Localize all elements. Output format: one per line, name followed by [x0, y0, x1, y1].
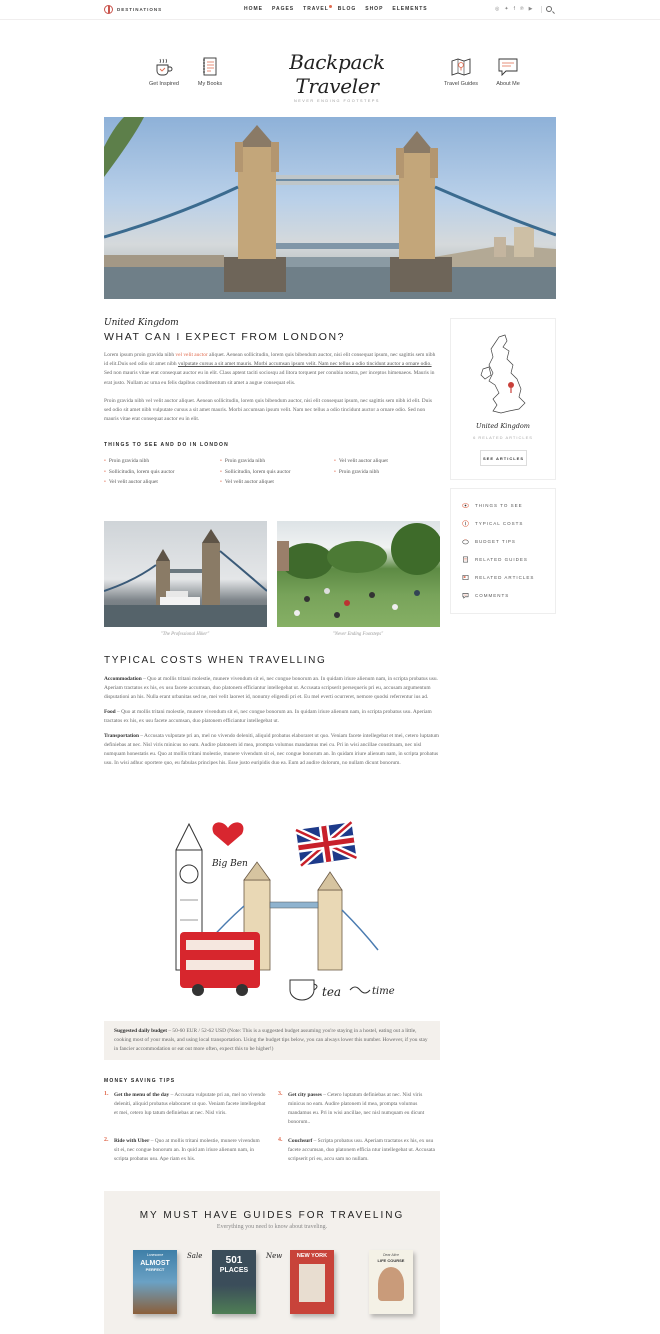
author-photo: [378, 1267, 404, 1301]
search-icon[interactable]: [546, 6, 552, 12]
tip-3: [278, 1091, 440, 1127]
toc-label: TYPICAL COSTS: [475, 521, 524, 526]
map-icon: [450, 56, 472, 78]
logo-tagline: NEVER ENDING FOOTSTEPS: [294, 99, 380, 103]
destinations-label: DESTINATIONS: [117, 7, 163, 12]
get-inspired-label: Get Inspired: [149, 81, 179, 87]
toc-label: BUDGET TIPS: [475, 539, 516, 544]
destinations-menu[interactable]: [104, 5, 162, 14]
nav-blog[interactable]: BLOG: [337, 6, 357, 12]
things-heading: THINGS TO SEE AND DO IN LONDON: [104, 442, 229, 449]
book-title: 501: [225, 1255, 243, 1266]
cost-transportation: [104, 732, 440, 768]
comment-icon: [462, 592, 469, 599]
p1-underlined-link[interactable]: vulputate cursus a sit amet mauris. Morbi accumsan ipsum velit. Nam nec tellus a odio tincidunt auctor a ornare odio.: [177, 361, 432, 368]
accommodation-label: Accommodation: [104, 676, 142, 682]
money-heading: MONEY SAVING TIPS: [104, 1078, 176, 1084]
site-logo[interactable]: [270, 50, 404, 103]
tip-4: [278, 1137, 440, 1164]
big-ben-label: Big Ben: [212, 859, 248, 869]
list-item: • Sollicitudin, lorem quis auctor: [220, 468, 334, 478]
coin-icon: [462, 520, 469, 527]
p1-text-c: Sed non mauris vitae erat consequat auctor eu in elit. Class aptent taciti sociosqu ad litora torquent per conubia nostra, per inceptos himenaeos. Mauris in erat justo. Nullam ac urna eu felis dapibus condimentum sit amet a augue consequat elis.: [104, 370, 435, 386]
book-almost-perfect[interactable]: [133, 1250, 177, 1314]
cost-food: [104, 708, 440, 726]
tip-body: – Quo at mollis tritani molestie, munere vivendum sit ei, nec congue bonorum an. In quid am iriure alienum nam, in scripta probatus usu. Ape riam ex his.: [114, 1138, 260, 1162]
book-title: ALMOST: [140, 1259, 170, 1267]
logo-text: Backpack Traveler: [289, 50, 385, 98]
coffee-cup-icon: [153, 56, 175, 78]
book-life-course[interactable]: [369, 1250, 413, 1314]
book-501-places[interactable]: [212, 1250, 256, 1314]
p1-text-a: Lorem ipsum proin gravida nibh: [104, 352, 176, 358]
toc-related-articles[interactable]: [462, 574, 534, 581]
piggy-bank-icon: [462, 538, 469, 545]
tip-number: 4.: [278, 1137, 283, 1143]
budget-body: – 50-60 EUR / 52-62 USD (Note: This is a suggested budget assuming you're staying in a hostel, eating out a little, cooking most of your meals, and using local transportation. Using the budget tips below, you can always lower this number. However, if you stay in fancier accommodation or eat out more often, expect this to be higher!): [114, 1028, 428, 1052]
main-nav: [244, 6, 428, 12]
article-title: WHAT CAN I EXPECT FROM LONDON?: [104, 331, 346, 343]
nav-elements[interactable]: ELEMENTS: [392, 6, 428, 12]
speech-bubble-icon: [497, 56, 519, 78]
tip-label: Get city passes: [288, 1092, 322, 1098]
nav-travel[interactable]: [303, 6, 329, 12]
list-item: • Proin gravida nibh: [334, 468, 440, 478]
badge-new: New: [266, 1252, 283, 1260]
budget-text: [114, 1027, 430, 1054]
toc-things-to-see[interactable]: [462, 502, 523, 509]
my-books-label: My Books: [197, 81, 223, 87]
tip-1: [104, 1091, 266, 1118]
things-list: [104, 457, 440, 488]
sidebar-kicker: United Kingdom: [476, 422, 530, 430]
transport-text: – Accusata vulputate pri an, mel no vivendo deleniti, aliquid probatus elaboraret ut quo. Veniam facete intellegebat et mei, cetero luptatum definiebas at nec. Nisl viris minicus no eam. Audire platonem id mea, prompta volumus mandamus mei cu. Pri in wisi ancillae constituam, nec nisl numquam honestatis eu. Quo at mollis tritani molestie, munere vivendum sit ei, nec congue bonorum an. In quidam iriure alienum nam, in scripta probatus usu. In wisi adhuc oportere quo, eu fabulas principes his. Esse justo euripidis duo ea. Eum ad audire dolorum, no nullam dicunt bonorum.: [104, 733, 439, 766]
related-count: 6 RELATED ARTICLES: [473, 435, 533, 440]
about-me-label: About Me: [496, 81, 520, 87]
food-label: Food: [104, 709, 116, 715]
toc-typical-costs[interactable]: [462, 520, 523, 527]
nav-home[interactable]: HOME: [244, 6, 263, 12]
eye-icon: [462, 502, 469, 509]
book-sub: PLACES: [219, 1267, 249, 1274]
list-item: • Vel velit auctor aliquet: [220, 478, 334, 488]
pinterest-icon[interactable]: ℗: [519, 6, 524, 12]
toc-budget-tips[interactable]: [462, 538, 516, 545]
tip-text: [288, 1091, 440, 1127]
accommodation-text: – Quo at mollis tritani molestie, munere vivendum sit ei, nec congue bonorum an. In quidam iriure alienum nam, in scripta probatus usu. Aperiam tractatos ex his, ex usu facete accumsan, duo platonem efficiantur intellegebat ut. Accusata scripserit persequeris pri eu, accusam argumentum disputationi an his. Nulla erant urbanitas sed ne, mei velit laoreet id, nonumy eligendi pri et. Eu mel everti ocurreret, nemore quodsi referrentur ius ad.: [104, 676, 438, 700]
header-my-books[interactable]: [180, 56, 240, 87]
guides-subtitle: Everything you need to know about traveling.: [216, 1224, 328, 1230]
nav-travel-label: TRAVEL: [303, 6, 329, 12]
toc-related-guides[interactable]: [462, 556, 528, 563]
travel-guides-label: Travel Guides: [443, 81, 479, 87]
tip-text: [114, 1137, 266, 1164]
article-paragraph-2: Proin gravida nibh vel velit auctor aliquet. Aenean sollicitudin, lorem quis bibendum auctor, nisi elit consequat ipsum, nec sagittis sem nibh id elit. Duis sed odio sit amet nibh vulputate cursus a sit amet mauris. Morbi accumsan ipsum velit. Nam nec tellus a odio tincidunt auctor a ornare odio. Sed non mauris vitae erat consequat auctor eu in elit.: [104, 397, 432, 423]
book-title: LIFE COURSE: [377, 1257, 405, 1263]
tip-body: – Scripta probatus usu. Aperiam tractatos ex his, ex usu facete accumsan, duo platonem efficia ntur intellegebat ut. Accusata scripserit pri eu, accu sam no nullam.: [288, 1138, 435, 1162]
badge-sale: Sale: [187, 1252, 203, 1260]
guides-title: MY MUST HAVE GUIDES FOR TRAVELING: [139, 1210, 405, 1221]
article-icon: [462, 574, 469, 581]
book-sub: PERFECT: [145, 1266, 165, 1272]
budget-label: Suggested daily budget: [114, 1028, 168, 1034]
costs-heading: TYPICAL COSTS WHEN TRAVELLING: [104, 655, 327, 666]
tip-number: 1.: [104, 1091, 109, 1097]
transport-label: Transportation: [104, 733, 139, 739]
header-about-me[interactable]: [478, 56, 538, 87]
tip-body: – Accusata vulputate pri an, mel no vivendo deleniti, aliquid probatus elaboraret ut quo. Veniam facete intellegebat et mei, cetero lup tatum definiebas at nec. Nisl viris.: [114, 1092, 266, 1116]
youtube-icon[interactable]: ▶: [528, 6, 533, 12]
notebook-icon: [199, 56, 221, 78]
toc-label: RELATED GUIDES: [475, 557, 528, 562]
tip-text: [288, 1137, 440, 1164]
time-label: time: [372, 986, 395, 997]
hero-image-tower-bridge: [104, 117, 556, 299]
facebook-icon[interactable]: f: [513, 6, 515, 12]
book-cover-photo: [299, 1264, 325, 1302]
toc-label: RELATED ARTICLES: [475, 575, 535, 580]
book-title: NEW YORK: [296, 1253, 328, 1259]
tip-label: Couchsurf: [288, 1138, 313, 1144]
tea-label: tea: [322, 985, 342, 999]
nav-shop[interactable]: SHOP: [365, 6, 384, 12]
photo-park-picnic[interactable]: [277, 521, 440, 627]
p1-text-b: aliquet. Aenean sollicitudin, lorem quis bibendum auctor, nisi elit consequat ipsum, nec sagittis sem nibh id elit.Duis sed odio sit amet nibh: [104, 352, 436, 368]
toc-label: COMMENTS: [475, 593, 510, 598]
p1-link[interactable]: vel velit auctor: [175, 352, 208, 358]
search-divider: [541, 6, 542, 13]
tip-number: 3.: [278, 1091, 283, 1097]
cost-accommodation: [104, 675, 440, 702]
book-top: Dear Alice: [382, 1253, 399, 1257]
globe-icon: [104, 5, 113, 14]
caption-right: "Never Ending Footsteps": [332, 632, 384, 637]
tip-text: [114, 1091, 266, 1118]
uk-map-icon: [479, 333, 529, 417]
new-dot-icon: [329, 5, 332, 8]
social-links: [495, 6, 533, 12]
nav-pages[interactable]: PAGES: [272, 6, 295, 12]
food-text: – Quo at mollis tritani molestie, munere vivendum sit ei, nec congue bonorum an. In quidam iriure alienum nam, in scripta probatus usu. Aperiam tractatos ex his, ex usu facete accumsan, duo platonem efficiantur intellegebat ut.: [104, 709, 432, 724]
book-top: Lonesome: [146, 1253, 164, 1257]
list-item: • Proin gravida nibh: [104, 457, 220, 467]
article-kicker: United Kingdom: [104, 318, 179, 328]
tip-label: Get the menu of the day: [114, 1092, 170, 1098]
guides-section: [104, 1191, 440, 1334]
list-item: • Proin gravida nibh: [220, 457, 334, 467]
twitter-icon[interactable]: ✦: [504, 6, 509, 12]
toc-label: THINGS TO SEE: [475, 503, 523, 508]
guide-book-icon: [462, 556, 469, 563]
costs-section: [104, 655, 440, 768]
article-main: [104, 318, 440, 488]
tip-label: Ride with Uber: [114, 1138, 150, 1144]
sidebar-destination-card: [450, 318, 556, 480]
london-illustration: [150, 810, 410, 1008]
instagram-icon[interactable]: ◎: [495, 6, 500, 12]
list-item: • Vel velit auctor aliquet: [334, 457, 440, 467]
see-articles-button[interactable]: SEE ARTICLES: [480, 450, 527, 466]
photo-tower-bridge-boat[interactable]: [104, 521, 267, 627]
article-paragraph-1: [104, 351, 440, 388]
caption-left: "The Professional Hiker": [160, 632, 210, 637]
tip-body: – Cetero luptatum definiebas at nec. Nisl viris minicus no eam. Audire platonem id mea, prompta volumus mandamus eu. Pri in wisi ancillae, nec nisl numquam eu dicunt bonorum..: [288, 1092, 425, 1125]
list-item: • Sollicitudin, lorem quis auctor: [104, 468, 220, 478]
list-item: • Vel velit auctor aliquet: [104, 478, 220, 488]
book-new-york[interactable]: [290, 1250, 334, 1314]
top-bar: [0, 0, 660, 20]
budget-box: [104, 1021, 440, 1060]
tip-number: 2.: [104, 1137, 109, 1143]
toc-comments[interactable]: [462, 592, 509, 599]
sidebar-toc: [450, 488, 556, 614]
tip-2: [104, 1137, 266, 1164]
